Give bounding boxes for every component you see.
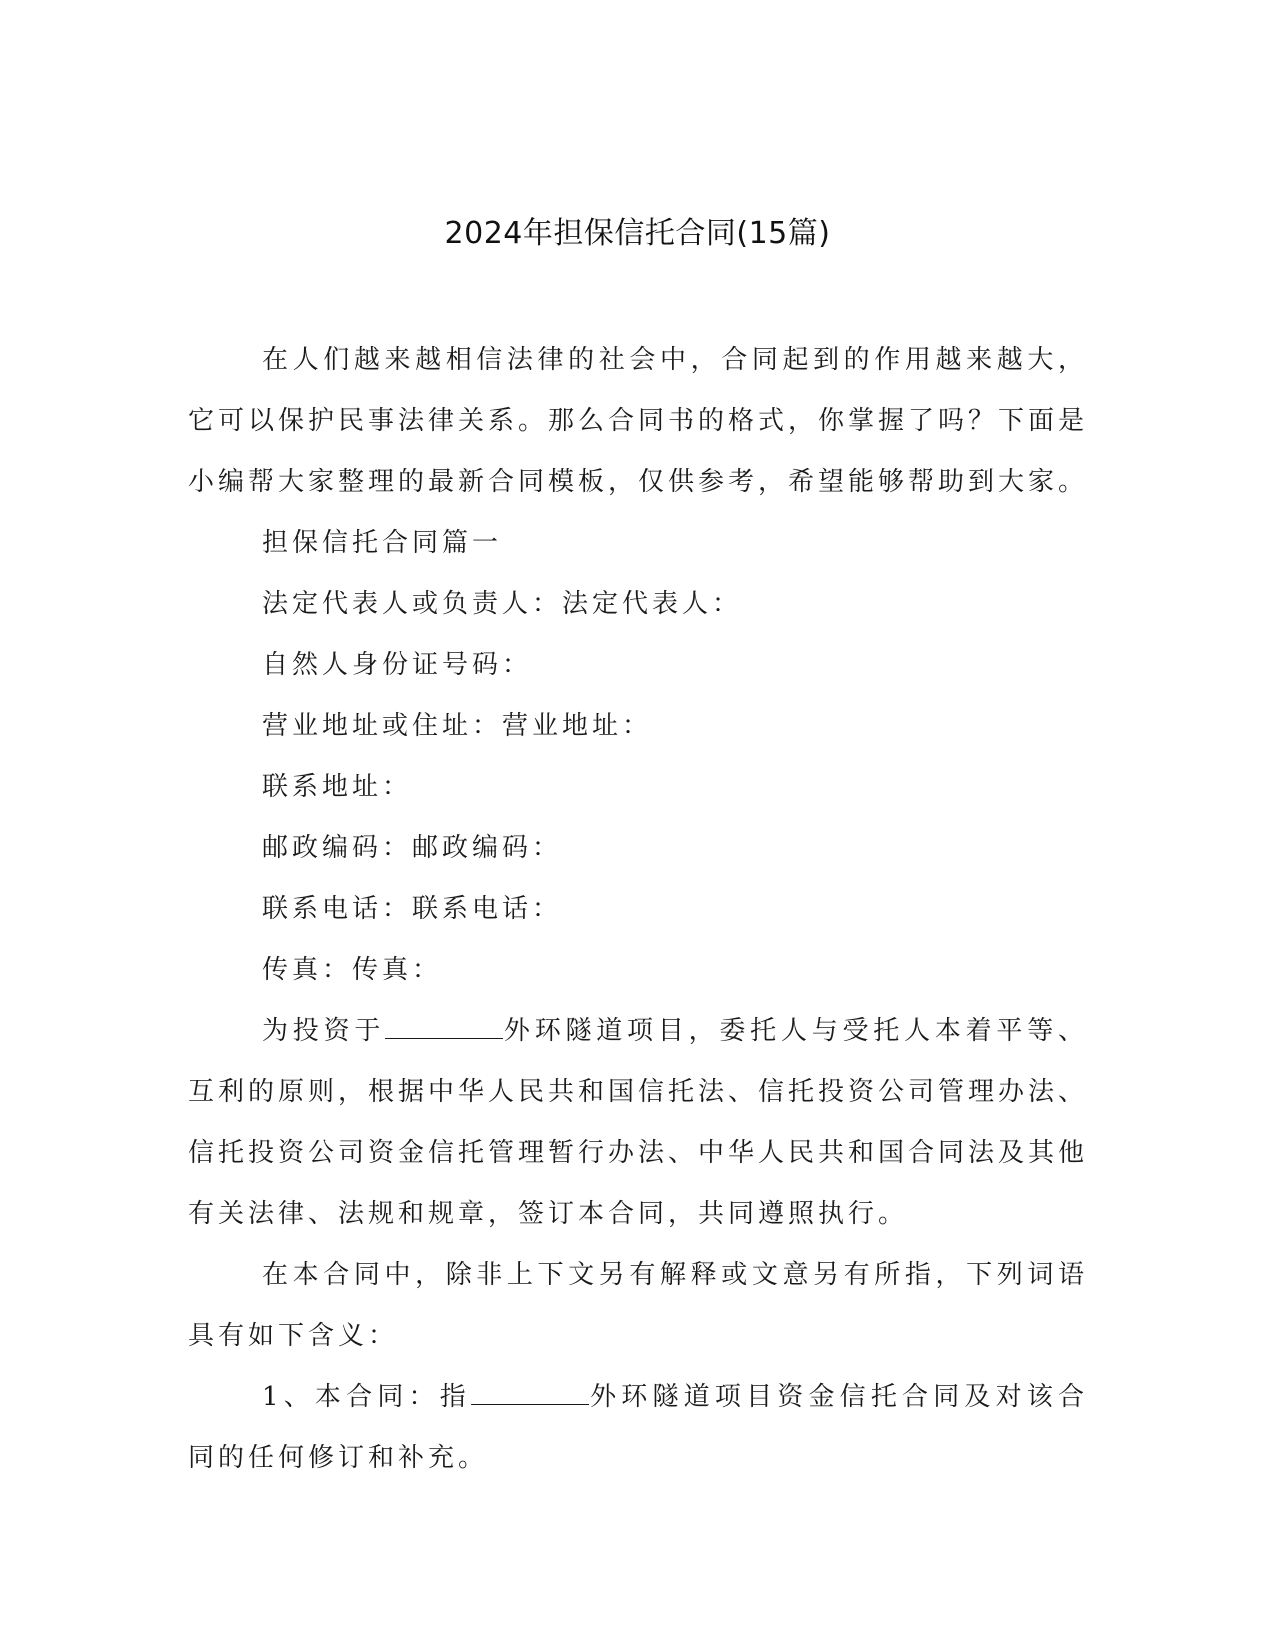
purpose-text-start: 为投资于	[262, 1016, 386, 1046]
document-title: 2024年担保信托合同(15篇)	[444, 216, 831, 251]
definition-1-start: 1、本合同：指	[262, 1382, 471, 1412]
field-fax: 传真：传真：	[262, 955, 443, 985]
purpose-text-end: 外环隧道项目，委托人与受托人本着平等、互利的原则，根据中华人民共和国信托法、信托投资公司管理办法、信托投资公司资金信托管理暂行办法、中华人民共和国合同法及其他有关法律、法规和规章，签订本合同，共同遵照执行。	[188, 1016, 1089, 1229]
definition-1-blank	[471, 1384, 589, 1405]
field-business-address: 营业地址或住址：营业地址：	[262, 711, 653, 741]
section-heading: 担保信托合同篇一	[262, 528, 503, 558]
definition-1-end: 外环隧道项目资金信托合同及对该合同的任何修订和补充。	[188, 1382, 1088, 1473]
intro-paragraph: 在人们越来越相信法律的社会中，合同起到的作用越来越大，它可以保护民事法律关系。那么合同书的格式，你掌握了吗？下面是小编帮大家整理的最新合同模板，仅供参考，希望能够帮助到大家。	[188, 345, 1089, 497]
field-phone: 联系电话：联系电话：	[262, 894, 563, 924]
field-legal-rep: 法定代表人或负责人：法定代表人：	[262, 589, 743, 619]
definitions-intro: 在本合同中，除非上下文另有解释或文意另有所指，下列词语具有如下含义：	[188, 1260, 1088, 1351]
field-contact-address: 联系地址：	[262, 772, 413, 802]
project-name-blank	[385, 1018, 503, 1039]
purpose-paragraph	[188, 1001, 1088, 1245]
definition-1	[188, 1367, 1088, 1489]
field-postal-code: 邮政编码：邮政编码：	[262, 833, 563, 863]
field-id-number: 自然人身份证号码：	[262, 650, 533, 680]
document-body	[188, 330, 1088, 1489]
